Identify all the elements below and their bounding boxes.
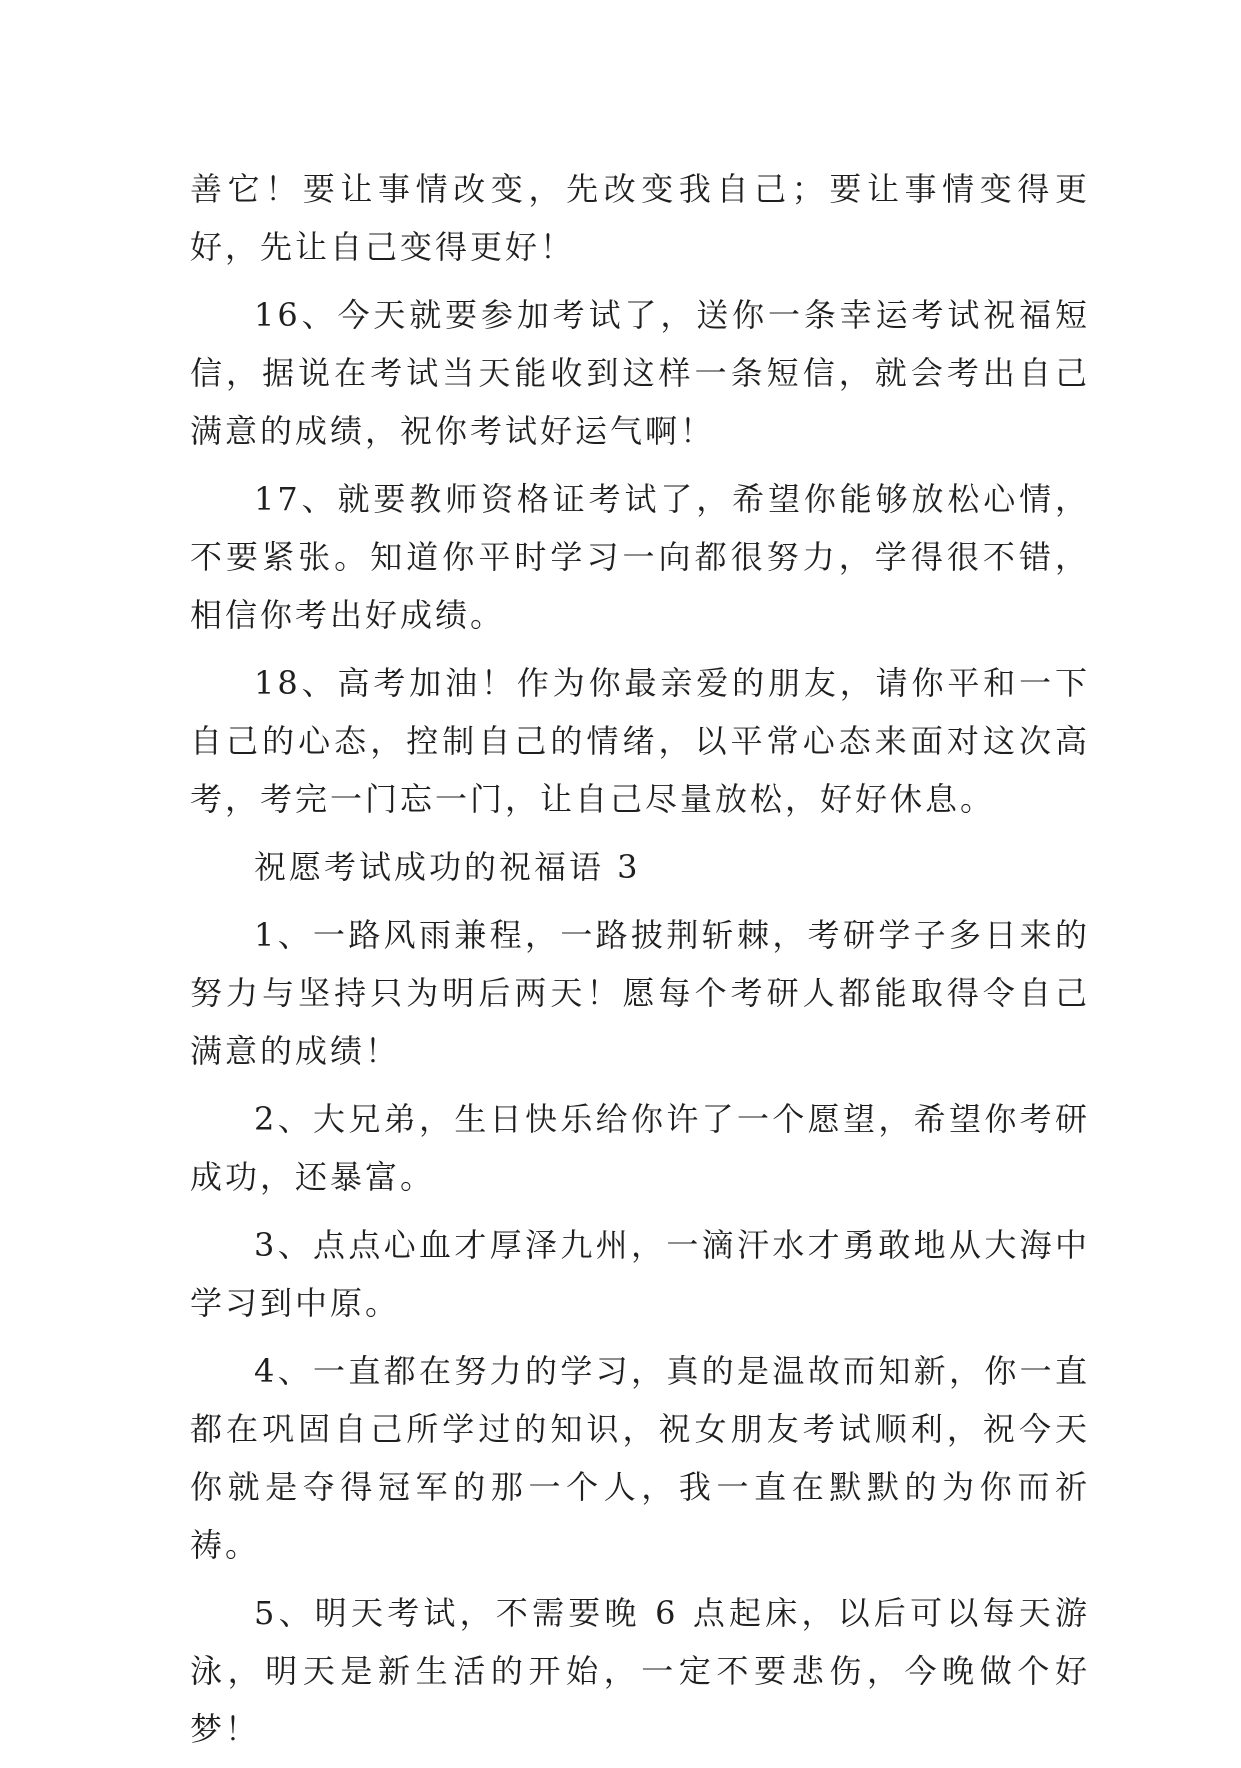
- paragraph-item-17: 17、就要教师资格证考试了，希望你能够放松心情，不要紧张。知道你平时学习一向都很努力，学得很不错，相信你考出好成绩。: [190, 480, 1090, 634]
- document-body: [190, 160, 1090, 1768]
- paragraph-item-2: 2、大兄弟，生日快乐给你许了一个愿望，希望你考研成功，还暴富。: [190, 1100, 1090, 1196]
- paragraph-continuation: 善它！要让事情改变，先改变我自己；要让事情变得更好，先让自己变得更好！: [190, 170, 1090, 266]
- paragraph-item-18: 18、高考加油！作为你最亲爱的朋友，请你平和一下自己的心态，控制自己的情绪，以平常心态来面对这次高考，考完一门忘一门，让自己尽量放松，好好休息。: [190, 664, 1090, 818]
- paragraph-item-3: 3、点点心血才厚泽九州，一滴汗水才勇敢地从大海中学习到中原。: [190, 1226, 1090, 1322]
- paragraph-item-16: 16、今天就要参加考试了，送你一条幸运考试祝福短信，据说在考试当天能收到这样一条短信，就会考出自己满意的成绩，祝你考试好运气啊！: [190, 296, 1090, 450]
- paragraph-item-1: 1、一路风雨兼程，一路披荆斩棘，考研学子多日来的努力与坚持只为明后两天！愿每个考研人都能取得令自己满意的成绩！: [190, 916, 1090, 1070]
- paragraph-item-4: 4、一直都在努力的学习，真的是温故而知新，你一直都在巩固自己所学过的知识，祝女朋友考试顺利，祝今天你就是夺得冠军的那一个人，我一直在默默的为你而祈祷。: [190, 1352, 1090, 1564]
- paragraph-item-5: 5、明天考试，不需要晚 6 点起床，以后可以每天游泳，明天是新生活的开始，一定不要悲伤，今晚做个好梦！: [190, 1594, 1090, 1748]
- section-heading: 祝愿考试成功的祝福语 3: [254, 848, 641, 886]
